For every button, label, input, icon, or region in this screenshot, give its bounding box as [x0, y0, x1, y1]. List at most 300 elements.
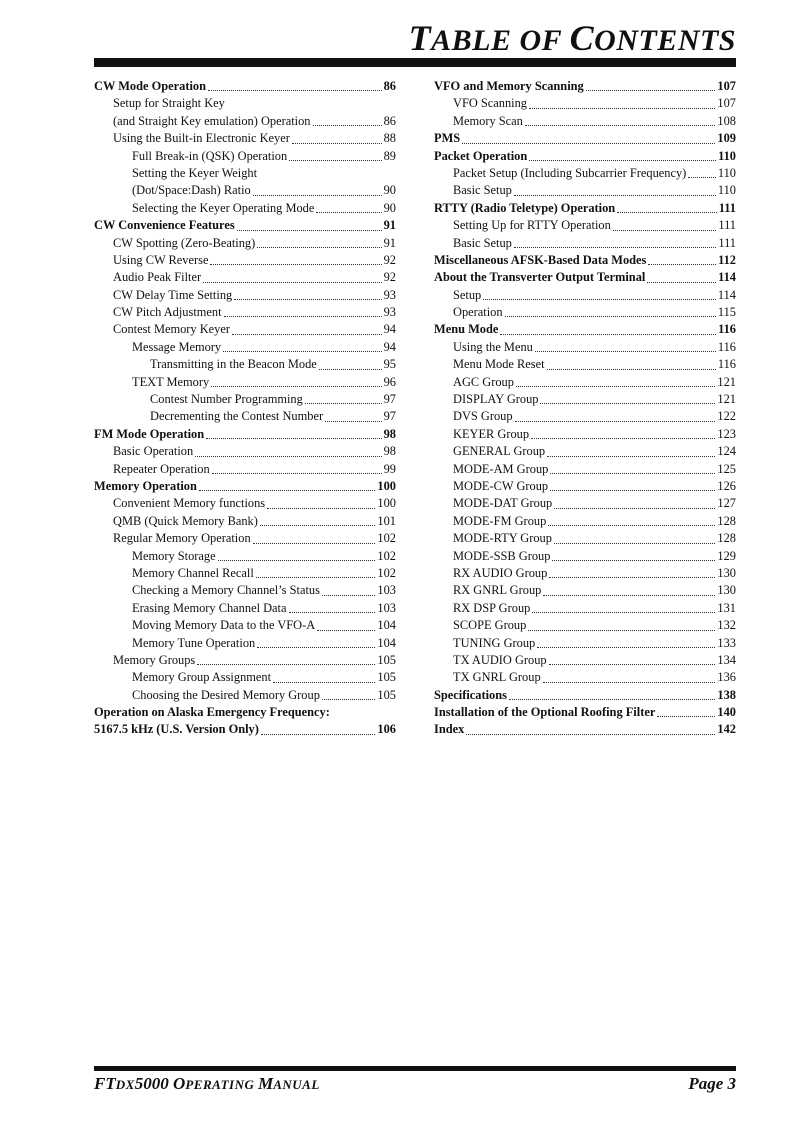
toc-entry[interactable]: [434, 408, 736, 425]
toc-entry-title: Contest Memory Keyer: [113, 322, 230, 337]
toc-entry[interactable]: [434, 617, 736, 634]
dot-leader: [253, 194, 382, 196]
toc-entry-title: Checking a Memory Channel’s Status: [132, 583, 320, 598]
toc-entry-title: FM Mode Operation: [94, 426, 205, 441]
toc-entry-page: 132: [717, 618, 736, 633]
toc-entry[interactable]: [94, 95, 396, 112]
toc-entry-title: Memory Storage: [132, 548, 216, 563]
toc-entry-title: TEXT Memory: [132, 374, 210, 389]
dot-leader: [253, 542, 376, 544]
dot-leader: [305, 402, 382, 404]
toc-entry-title: TUNING Group: [453, 635, 536, 650]
dot-leader: [316, 211, 381, 213]
dot-leader: [322, 594, 376, 596]
toc-entry-page: 112: [718, 252, 736, 267]
toc-entry[interactable]: [94, 339, 396, 356]
toc-entry[interactable]: [434, 95, 736, 112]
toc-entry-title: VFO and Memory Scanning: [434, 79, 584, 93]
toc-entry-title: Using the Built-in Electronic Keyer: [113, 131, 290, 146]
toc-entry[interactable]: [94, 391, 396, 408]
toc-entry-title: AGC Group: [453, 374, 514, 389]
toc-column-left: [94, 78, 396, 739]
page-title: TABLE OF CONTENTS: [408, 18, 736, 58]
toc-entry[interactable]: [434, 426, 736, 443]
dot-leader: [257, 246, 381, 248]
dot-leader: [547, 368, 716, 370]
toc-entry[interactable]: [94, 374, 396, 391]
toc-entry-title: Full Break-in (QSK) Operation: [132, 148, 288, 163]
dot-leader: [289, 611, 376, 613]
toc-entry-page: 103: [377, 600, 396, 615]
toc-entry-page: 123: [717, 426, 736, 441]
toc-entry[interactable]: [94, 356, 396, 373]
dot-leader: [199, 489, 376, 491]
toc-entry-page: 116: [717, 339, 736, 354]
toc-entry-title: RX DSP Group: [453, 600, 531, 615]
toc-entry[interactable]: [434, 478, 736, 495]
toc-entry-page: 102: [377, 548, 396, 563]
toc-entry-page: 128: [717, 531, 736, 546]
toc-entry-title: Choosing the Desired Memory Group: [132, 687, 320, 702]
toc-entry-title: Basic Operation: [113, 444, 194, 459]
toc-entry-title: 5167.5 kHz (U.S. Version Only): [94, 722, 259, 737]
toc-entry-page: 116: [718, 322, 736, 337]
toc-entry-title: MODE-SSB Group: [453, 548, 551, 563]
toc-entry[interactable]: [94, 269, 396, 286]
toc-entry-page: 116: [717, 357, 736, 372]
toc-entry[interactable]: [94, 148, 396, 165]
toc-entry[interactable]: [94, 235, 396, 252]
toc-entry-page: 101: [377, 513, 396, 528]
toc-entry[interactable]: [94, 669, 396, 686]
toc-entry-page: 91: [383, 218, 396, 233]
dot-leader: [514, 246, 716, 248]
toc-entry-title: Message Memory: [132, 339, 222, 354]
toc-entry-page: 88: [383, 131, 396, 146]
toc-entry-title: Contest Number Programming: [150, 392, 303, 407]
toc-entry-title: CW Spotting (Zero-Beating): [113, 235, 256, 250]
toc-entry-title: Memory Group Assignment: [132, 670, 272, 685]
toc-entry[interactable]: [434, 235, 736, 252]
dot-leader: [292, 142, 382, 144]
toc-entry-title: Setup: [453, 287, 482, 302]
dot-leader: [647, 281, 716, 283]
toc-entry-page: 95: [383, 357, 396, 372]
toc-entry-title: PMS: [434, 131, 461, 146]
toc-entry[interactable]: [94, 530, 396, 547]
toc-entry-title: Operation: [453, 305, 503, 320]
toc-entry-page: 114: [717, 287, 736, 302]
toc-entry-page: 92: [383, 270, 396, 285]
toc-entry-page: 104: [377, 618, 396, 633]
header-rule: [94, 58, 736, 67]
dot-leader: [218, 559, 376, 561]
dot-leader: [547, 455, 715, 457]
dot-leader: [514, 194, 716, 196]
toc-entry[interactable]: [94, 652, 396, 669]
toc-entry[interactable]: [94, 721, 396, 738]
toc-entry-title: Setup for Straight Key: [113, 96, 225, 111]
toc-entry-title: Decrementing the Contest Number: [150, 409, 324, 424]
dot-leader: [509, 698, 715, 700]
toc-entry-page: 91: [383, 235, 396, 250]
toc-entry[interactable]: [94, 600, 396, 617]
toc-entry[interactable]: [434, 130, 736, 147]
toc-entry-page: 124: [717, 444, 736, 459]
toc-entry-page: 98: [383, 444, 396, 459]
toc-entry-page: 100: [377, 478, 396, 493]
toc-entry-title: Memory Operation: [94, 478, 197, 493]
toc-entry-title: MODE-DAT Group: [453, 496, 553, 511]
toc-entry[interactable]: [94, 130, 396, 147]
toc-entry-title: QMB (Quick Memory Bank): [113, 513, 258, 528]
toc-entry[interactable]: [94, 287, 396, 304]
toc-entry[interactable]: [434, 704, 736, 721]
toc-column-right: [434, 78, 736, 739]
toc-entry[interactable]: [434, 635, 736, 652]
toc-entry-page: 110: [717, 165, 736, 180]
dot-leader: [550, 489, 715, 491]
toc-entry-page: 130: [717, 583, 736, 598]
toc-entry-page: 102: [377, 531, 396, 546]
toc-entry[interactable]: [94, 548, 396, 565]
toc-entry-page: 97: [383, 409, 396, 424]
toc-entry[interactable]: [434, 269, 736, 286]
toc-entry-title: RX GNRL Group: [453, 583, 542, 598]
toc-entry[interactable]: [94, 321, 396, 338]
toc-entry-page: 99: [383, 461, 396, 476]
toc-entry-title: VFO Scanning: [453, 96, 527, 111]
toc-entry-title: CW Mode Operation: [94, 79, 206, 93]
toc-entry-title: Memory Scan: [453, 113, 523, 128]
toc-entry[interactable]: [434, 582, 736, 599]
toc-entry-title: TX AUDIO Group: [453, 652, 547, 667]
toc-entry-title: Using the Menu: [453, 339, 533, 354]
dot-leader: [313, 124, 382, 126]
toc-entry-title: Operation on Alaska Emergency Frequency:: [94, 705, 330, 720]
dot-leader: [525, 124, 716, 126]
toc-entry-page: 103: [377, 583, 396, 598]
dot-leader: [543, 681, 716, 683]
dot-leader: [210, 263, 381, 265]
toc-entry-page: 86: [383, 113, 396, 128]
toc-entry-page: 121: [717, 392, 736, 407]
toc-entry-page: 98: [383, 426, 396, 441]
dot-leader: [212, 472, 382, 474]
toc-entry-page: 86: [383, 79, 396, 93]
toc-entry[interactable]: [434, 148, 736, 165]
toc-entry-page: 105: [377, 687, 396, 702]
toc-entry-page: 109: [717, 131, 736, 146]
toc-entry-page: 111: [718, 200, 736, 215]
toc-entry-page: 92: [383, 252, 396, 267]
dot-leader: [657, 715, 715, 717]
toc-entry-page: 125: [717, 461, 736, 476]
toc-entry[interactable]: [434, 461, 736, 478]
toc-entry[interactable]: [94, 495, 396, 512]
toc-entry-page: 114: [718, 270, 736, 285]
toc-entry[interactable]: [434, 252, 736, 269]
toc-entry[interactable]: [434, 113, 736, 130]
toc-entry[interactable]: [94, 78, 396, 95]
dot-leader: [528, 629, 715, 631]
dot-leader: [500, 333, 716, 335]
toc-entry[interactable]: [434, 182, 736, 199]
toc-entry[interactable]: [434, 200, 736, 217]
toc-entry-title: Repeater Operation: [113, 461, 210, 476]
toc-entry[interactable]: [434, 391, 736, 408]
dot-leader: [322, 698, 376, 700]
toc-entry-page: 126: [717, 478, 736, 493]
toc-entry-page: 115: [717, 305, 736, 320]
dot-leader: [466, 733, 715, 735]
toc-entry-page: 105: [377, 670, 396, 685]
toc-entry[interactable]: [434, 304, 736, 321]
toc-entry[interactable]: [434, 565, 736, 582]
toc-entry-title: CW Pitch Adjustment: [113, 305, 222, 320]
dot-leader: [232, 333, 382, 335]
dot-leader: [515, 420, 716, 422]
toc-entry-page: 90: [383, 183, 396, 198]
dot-leader: [237, 229, 382, 231]
toc-entry-title: MODE-AM Group: [453, 461, 549, 476]
dot-leader: [548, 524, 715, 526]
dot-leader: [267, 507, 375, 509]
toc-entry[interactable]: [434, 217, 736, 234]
toc-entry-page: 97: [383, 392, 396, 407]
toc-entry[interactable]: [94, 687, 396, 704]
dot-leader: [325, 420, 382, 422]
toc-entry-page: 129: [717, 548, 736, 563]
toc-entry-title: Packet Setup (Including Subcarrier Frequency): [453, 165, 687, 180]
dot-leader: [540, 402, 715, 404]
dot-leader: [648, 263, 716, 265]
dot-leader: [550, 472, 715, 474]
toc-entry-page: 104: [377, 635, 396, 650]
toc-entry-page: 106: [377, 722, 396, 737]
toc-entry-title: SCOPE Group: [453, 618, 527, 633]
dot-leader: [586, 89, 716, 91]
toc-entry-page: 142: [717, 722, 736, 737]
dot-leader: [529, 159, 716, 161]
toc-entry[interactable]: [94, 617, 396, 634]
toc-entry-page: 111: [718, 235, 736, 250]
toc-entry-page: 94: [383, 339, 396, 354]
toc-entry-page: 96: [383, 374, 396, 389]
toc-entry[interactable]: [94, 565, 396, 582]
toc-entry-title: GENERAL Group: [453, 444, 546, 459]
dot-leader: [543, 594, 715, 596]
toc-entry-title: Setting the Keyer Weight: [132, 165, 258, 180]
dot-leader: [223, 350, 381, 352]
toc-entry-page: 110: [717, 183, 736, 198]
toc-entry-page: 128: [717, 513, 736, 528]
toc-entry[interactable]: [94, 443, 396, 460]
toc-entry[interactable]: [434, 165, 736, 182]
toc-entry[interactable]: [434, 78, 736, 95]
toc-entry[interactable]: [94, 426, 396, 443]
toc-entry-page: 94: [383, 322, 396, 337]
toc-entry-title: Regular Memory Operation: [113, 531, 251, 546]
toc-entry-title: (and Straight Key emulation) Operation: [113, 113, 311, 128]
toc-entry-page: 121: [717, 374, 736, 389]
toc-entry[interactable]: [94, 461, 396, 478]
toc-entry-page: 107: [717, 79, 736, 93]
toc-entry[interactable]: [94, 252, 396, 269]
toc-entry[interactable]: [434, 513, 736, 530]
toc-entry-title: Selecting the Keyer Operating Mode: [132, 200, 315, 215]
toc-entry[interactable]: [434, 687, 736, 704]
toc-entry-page: 111: [718, 218, 736, 233]
toc-entry-page: 108: [717, 113, 736, 128]
dot-leader: [531, 437, 715, 439]
dot-leader: [483, 298, 716, 300]
dot-leader: [289, 159, 381, 161]
toc-entry[interactable]: [94, 217, 396, 234]
dot-leader: [554, 542, 715, 544]
toc-entry-page: 138: [717, 687, 736, 702]
toc-entry-page: 100: [377, 496, 396, 511]
toc-entry-title: Erasing Memory Channel Data: [132, 600, 287, 615]
toc-entry-page: 105: [377, 652, 396, 667]
toc-entry-title: Menu Mode: [434, 322, 499, 337]
toc-entry[interactable]: [94, 165, 396, 182]
toc-entry-page: 89: [383, 148, 396, 163]
toc-entry-title: Moving Memory Data to the VFO-A: [132, 618, 316, 633]
toc-entry[interactable]: [434, 669, 736, 686]
toc-entry[interactable]: [434, 374, 736, 391]
toc-entry-title: Memory Channel Recall: [132, 565, 254, 580]
toc-entry[interactable]: [94, 113, 396, 130]
toc-entry-title: Transmitting in the Beacon Mode: [150, 357, 317, 372]
footer-rule: [94, 1066, 736, 1071]
toc-entry-page: 131: [717, 600, 736, 615]
toc-entry-title: Specifications: [434, 687, 507, 702]
dot-leader: [260, 524, 376, 526]
toc-entry[interactable]: [94, 478, 396, 495]
toc-entry-page: 140: [717, 705, 736, 720]
toc-entry[interactable]: [94, 200, 396, 217]
dot-leader: [537, 646, 715, 648]
toc-entry[interactable]: [94, 582, 396, 599]
toc-entry-title: Basic Setup: [453, 183, 512, 198]
dot-leader: [224, 315, 382, 317]
toc-entry-page: 107: [717, 96, 736, 111]
toc-entry-page: 93: [383, 287, 396, 302]
toc-entry-page: 90: [383, 200, 396, 215]
toc-entry-title: MODE-FM Group: [453, 513, 547, 528]
page-number: Page 3: [688, 1074, 736, 1093]
toc-entry[interactable]: [434, 600, 736, 617]
toc-entry-title: KEYER Group: [453, 426, 530, 441]
toc-entry-title: Installation of the Optional Roofing Filter: [434, 705, 656, 720]
dot-leader: [197, 663, 375, 665]
toc-entry-title: Basic Setup: [453, 235, 512, 250]
toc-entry-title: Menu Mode Reset: [453, 357, 545, 372]
dot-leader: [261, 733, 376, 735]
dot-leader: [211, 385, 381, 387]
toc-entry-title: TX GNRL Group: [453, 670, 541, 685]
toc-entry[interactable]: [434, 356, 736, 373]
toc-entry[interactable]: [434, 548, 736, 565]
toc-entry-title: Setting Up for RTTY Operation: [453, 218, 611, 233]
toc-entry[interactable]: [434, 495, 736, 512]
dot-leader: [688, 176, 716, 178]
dot-leader: [462, 142, 715, 144]
toc-entry-title: Memory Groups: [113, 652, 196, 667]
dot-leader: [203, 281, 382, 283]
dot-leader: [257, 646, 375, 648]
toc-entry[interactable]: [94, 182, 396, 199]
dot-leader: [505, 315, 716, 317]
toc-entry-page: 127: [717, 496, 736, 511]
dot-leader: [317, 629, 375, 631]
dot-leader: [617, 211, 717, 213]
toc-entry-page: 133: [717, 635, 736, 650]
toc-entry[interactable]: [94, 408, 396, 425]
toc-entry[interactable]: [434, 443, 736, 460]
dot-leader: [549, 663, 716, 665]
toc-entry-title: CW Delay Time Setting: [113, 287, 233, 302]
dot-leader: [273, 681, 375, 683]
toc-entry[interactable]: [434, 339, 736, 356]
toc-entry-page: 134: [717, 652, 736, 667]
dot-leader: [613, 229, 717, 231]
toc-entry-title: (Dot/Space:Dash) Ratio: [132, 183, 251, 198]
manual-title: FTDX5000 OPERATING MANUAL: [94, 1074, 320, 1093]
toc-entry[interactable]: [434, 721, 736, 738]
dot-leader: [552, 559, 715, 561]
toc-entry-title: DISPLAY Group: [453, 392, 539, 407]
dot-leader: [195, 455, 381, 457]
toc-entry-page: 110: [718, 148, 736, 163]
toc-entry-page: 122: [717, 409, 736, 424]
toc-entry-title: Miscellaneous AFSK-Based Data Modes: [434, 252, 647, 267]
toc-entry[interactable]: [434, 321, 736, 338]
toc-entry[interactable]: [434, 652, 736, 669]
dot-leader: [535, 350, 716, 352]
toc-entry[interactable]: [434, 287, 736, 304]
toc-entry-title: Audio Peak Filter: [113, 270, 202, 285]
toc-entry-title: Memory Tune Operation: [132, 635, 256, 650]
toc-entry-title: Using CW Reverse: [113, 252, 209, 267]
toc-entry[interactable]: [434, 530, 736, 547]
toc-entry-title: MODE-RTY Group: [453, 531, 552, 546]
toc-entry-page: 93: [383, 305, 396, 320]
dot-leader: [549, 576, 715, 578]
dot-leader: [319, 368, 382, 370]
dot-leader: [529, 107, 715, 109]
toc-entry-title: CW Convenience Features: [94, 218, 235, 233]
toc-entry[interactable]: [94, 704, 396, 721]
toc-entry[interactable]: [94, 513, 396, 530]
toc-entry[interactable]: [94, 304, 396, 321]
toc-entry[interactable]: [94, 635, 396, 652]
toc-entry-page: 130: [717, 565, 736, 580]
toc-entry-title: RTTY (Radio Teletype) Operation: [434, 200, 616, 215]
dot-leader: [234, 298, 381, 300]
toc-entry-title: About the Transverter Output Terminal: [434, 270, 646, 285]
dot-leader: [554, 507, 715, 509]
toc-entry-title: Packet Operation: [434, 148, 528, 163]
dot-leader: [516, 385, 715, 387]
toc-entry-page: 136: [717, 670, 736, 685]
toc-entry-title: RX AUDIO Group: [453, 565, 548, 580]
dot-leader: [206, 437, 381, 439]
toc-entry-title: MODE-CW Group: [453, 478, 549, 493]
toc-entry-page: 102: [377, 565, 396, 580]
toc-entry-title: DVS Group: [453, 409, 513, 424]
